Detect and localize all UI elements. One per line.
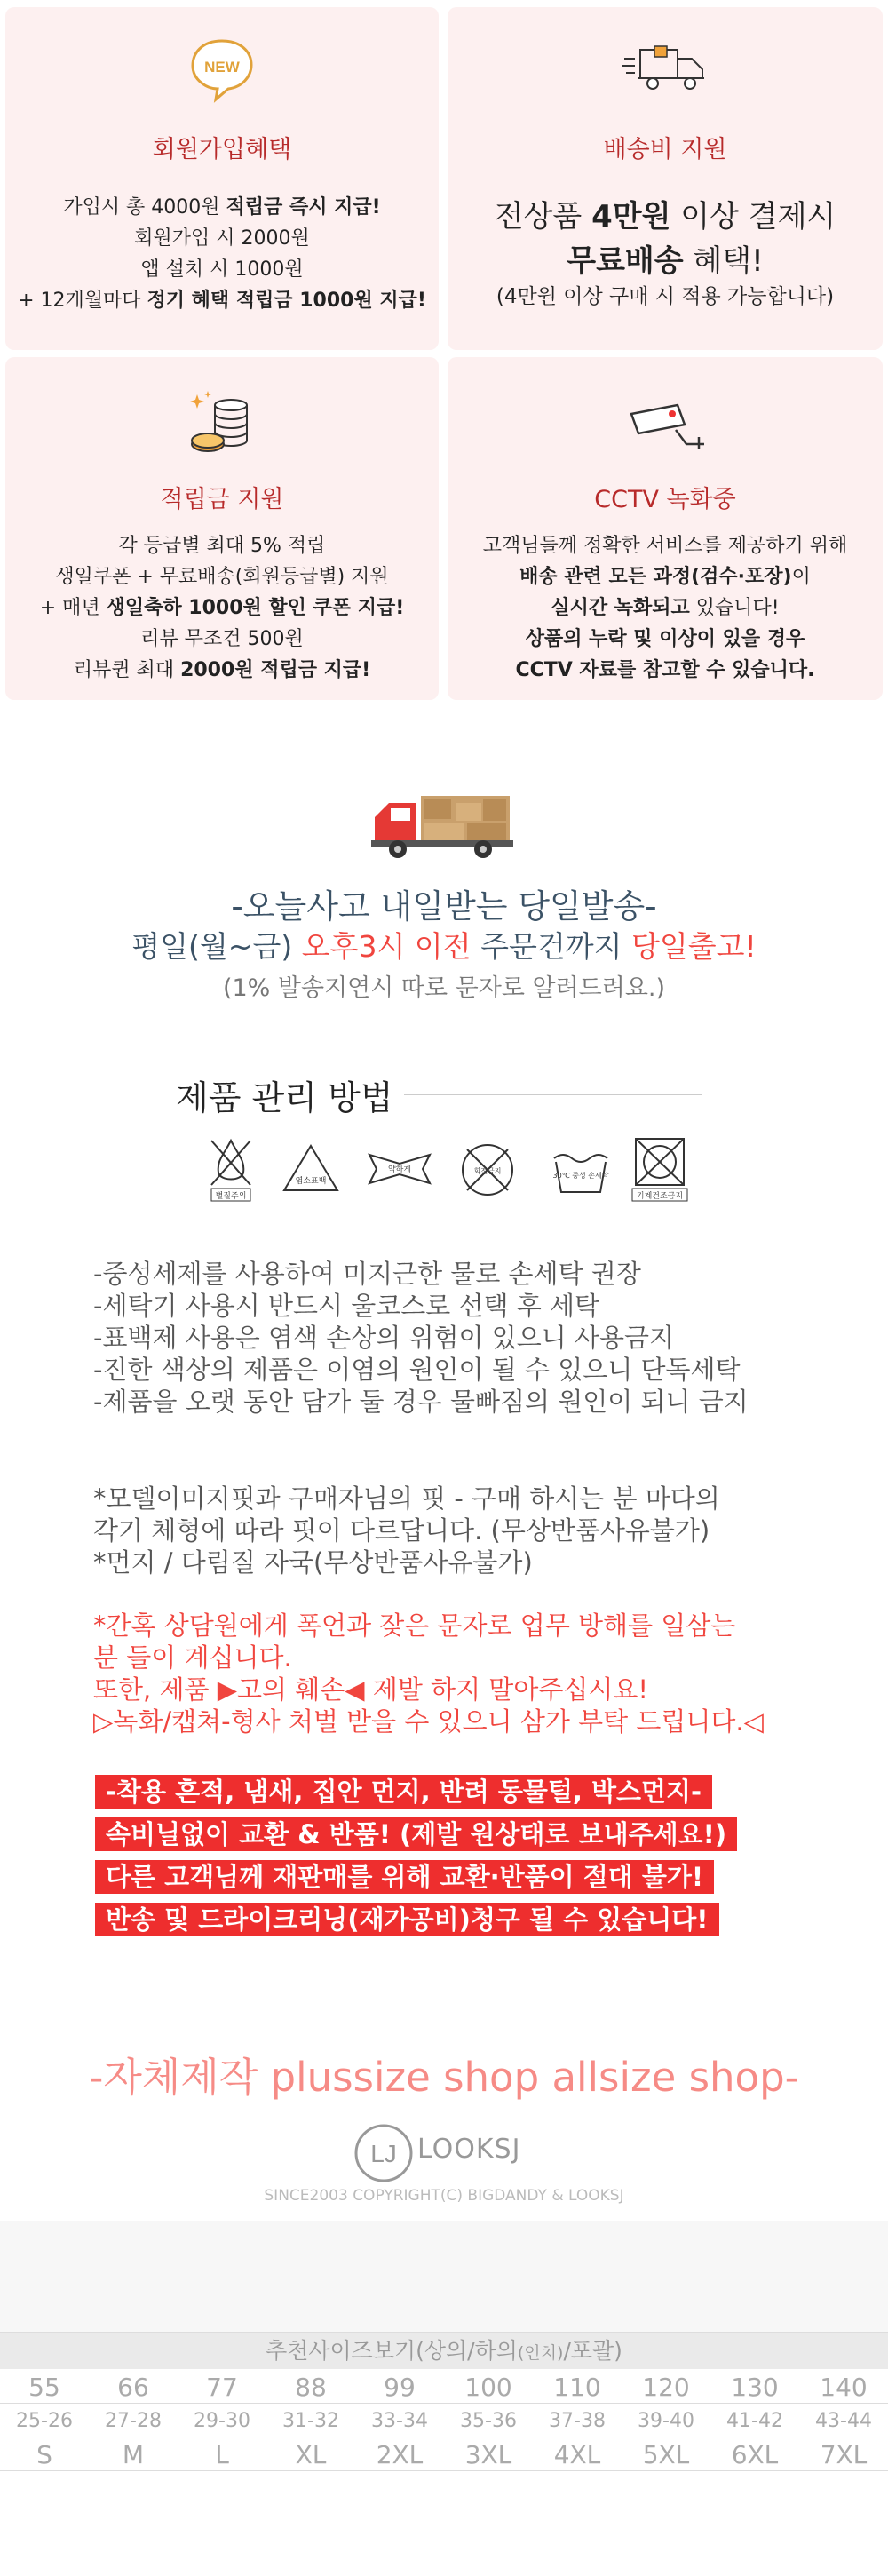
bleach-triangle-icon <box>281 1142 341 1194</box>
care-heading: 제품 관리 방법 <box>176 1078 393 1117</box>
card-line: (4만원 이상 구매 시 적용 가능합니다) <box>496 285 835 308</box>
size-row-inch: 25-26 27-28 29-30 31-32 33-34 35-36 37-38 39-40 41-42 43-44 <box>0 2405 888 2437</box>
card-title: CCTV 녹화중 <box>594 486 736 513</box>
shipping-title: -오늘사고 내일받는 당일발송- <box>231 887 657 926</box>
copyright: SINCE2003 COPYRIGHT(C) BIGDANDY & LOOKSJ <box>264 2187 624 2205</box>
return-policy-banner: 속비닐없이 교환 & 반품! (제발 원상태로 보내주세요!) <box>95 1817 737 1851</box>
size-row-korean: 55 66 77 88 99 100 110 120 130 140 <box>0 2372 888 2404</box>
card-line: 생일쿠폰 + 무료배송(회원등급별) 지원 <box>55 566 389 588</box>
brand-logo-mark <box>353 2123 414 2183</box>
card-line: 고객님들께 정확한 서비스를 제공하기 위해 <box>482 535 848 557</box>
iron-ribbon-icon <box>366 1151 433 1187</box>
card-line: 회원가입 시 2000원 <box>134 227 310 250</box>
card-line: 앱 설치 시 1000원 <box>140 258 304 281</box>
warning-line: *간혹 상담원에게 폭언과 잦은 문자로 업무 방해를 일삼는 <box>93 1610 736 1641</box>
delivery-truck-icon <box>621 44 710 98</box>
coin-stack-icon <box>186 389 258 458</box>
svg-text:회전금지: 회전금지 <box>473 1167 502 1175</box>
divider-band <box>0 2221 888 2336</box>
svg-text:기계건조금지: 기계건조금지 <box>636 1192 684 1201</box>
svg-text:약하게: 약하게 <box>387 1165 412 1174</box>
care-instruction: -중성세제를 사용하여 미지근한 물로 손세탁 권장 <box>93 1259 641 1289</box>
brand-logo-text: LOOKSJ <box>417 2134 521 2165</box>
shipping-note: (1% 발송지연시 따로 문자로 알려드려요.) <box>222 974 666 1002</box>
card-line: 각 등급별 최대 5% 적립 <box>118 535 326 557</box>
new-badge-label: NEW <box>204 59 240 76</box>
card-shipping-support <box>448 7 883 350</box>
card-title: 적립금 지원 <box>160 486 284 513</box>
svg-text:30℃ 중성 손세탁: 30℃ 중성 손세탁 <box>552 1172 609 1180</box>
hand-wash-icon <box>551 1142 611 1196</box>
card-line: CCTV 자료를 참고할 수 있습니다. <box>515 659 815 681</box>
return-policy-banner: 반송 및 드라이크리닝(재가공비)청구 될 수 있습니다! <box>95 1903 719 1936</box>
card-membership <box>5 7 439 350</box>
card-line: 실시간 녹화되고 있습니다! <box>551 597 780 619</box>
card-title: 회원가입혜택 <box>152 136 292 163</box>
warning-line: 분 들이 계십니다. <box>93 1642 292 1673</box>
svg-text:LJ: LJ <box>370 2140 397 2167</box>
notice-line: *먼지 / 다림질 자국(무상반품사유불가) <box>93 1547 533 1578</box>
no-dryclean-icon <box>206 1135 256 1203</box>
card-points-support <box>5 357 439 700</box>
care-instruction: -진한 색상의 제품은 이염의 원인이 될 수 있으니 단독세탁 <box>93 1355 741 1385</box>
shipping-subtitle: 평일(월~금) 오후3시 이전 주문건까지 당일출고! <box>131 929 757 964</box>
brand-slogan: -자체제작 plussize shop allsize shop- <box>89 2054 799 2101</box>
return-policy-banner: -착용 흔적, 냄새, 집안 먼지, 반려 동물털, 박스먼지- <box>95 1775 712 1809</box>
size-table-header: 추천사이즈보기(상의/하의(인치)/포괄) <box>0 2332 888 2369</box>
svg-text:별질주의: 별질주의 <box>215 1192 247 1201</box>
card-line: 리뷰 무조건 500원 <box>140 628 304 650</box>
care-instruction: -표백제 사용은 염색 손상의 위험이 있으니 사용금지 <box>93 1323 675 1353</box>
card-title: 배송비 지원 <box>603 136 727 163</box>
card-line: 리뷰퀸 최대 2000원 적립금 지급! <box>73 659 371 681</box>
divider <box>404 1094 702 1095</box>
care-instruction: -제품을 오랫 동안 담가 둘 경우 물빠짐의 원인이 되니 금지 <box>93 1387 749 1417</box>
card-line: 배송 관련 모든 과정(검수·포장)이 <box>519 566 811 588</box>
notice-line: 각기 체형에 따라 핏이 다르답니다. (무상반품사유불가) <box>93 1515 710 1546</box>
no-tumble-dry-icon <box>630 1135 689 1203</box>
new-badge-icon <box>182 34 262 105</box>
card-cctv <box>448 357 883 700</box>
return-policy-banner: 다른 고객님께 재판매를 위해 교환·반품이 절대 불가! <box>95 1860 714 1894</box>
card-line: + 매년 생일축하 1000원 할인 쿠폰 지급! <box>39 597 405 619</box>
notice-line: *모델이미지핏과 구매자님의 핏 - 구매 하시는 분 마다의 <box>93 1483 720 1514</box>
card-line: 상품의 누락 및 이상이 있을 경우 <box>525 628 805 650</box>
size-row-general: S M L XL 2XL 3XL 4XL 5XL 6XL 7XL <box>0 2439 888 2471</box>
card-line: 가입시 총 4000원 적립금 즉시 지급! <box>63 196 381 219</box>
warning-line: ▷녹화/캡쳐-형사 처벌 받을 수 있으니 삼가 부탁 드립니다.◁ <box>93 1706 764 1737</box>
card-line: 전상품 4만원 이상 결제시 <box>494 199 836 235</box>
card-line: 무료배송 혜택! <box>567 243 764 279</box>
card-line: + 12개월마다 정기 혜택 적립금 1000원 지급! <box>18 290 426 312</box>
warning-line: 또한, 제품 ▶고의 훼손◀ 제발 하지 말아주십시요! <box>93 1674 649 1705</box>
shipping-truck-icon <box>371 791 517 862</box>
no-wring-icon <box>456 1139 519 1201</box>
svg-text:염소표백: 염소표백 <box>295 1177 327 1186</box>
cctv-camera-icon <box>622 398 708 451</box>
care-instruction: -세탁기 사용시 반드시 울코스로 선택 후 세탁 <box>93 1291 600 1321</box>
